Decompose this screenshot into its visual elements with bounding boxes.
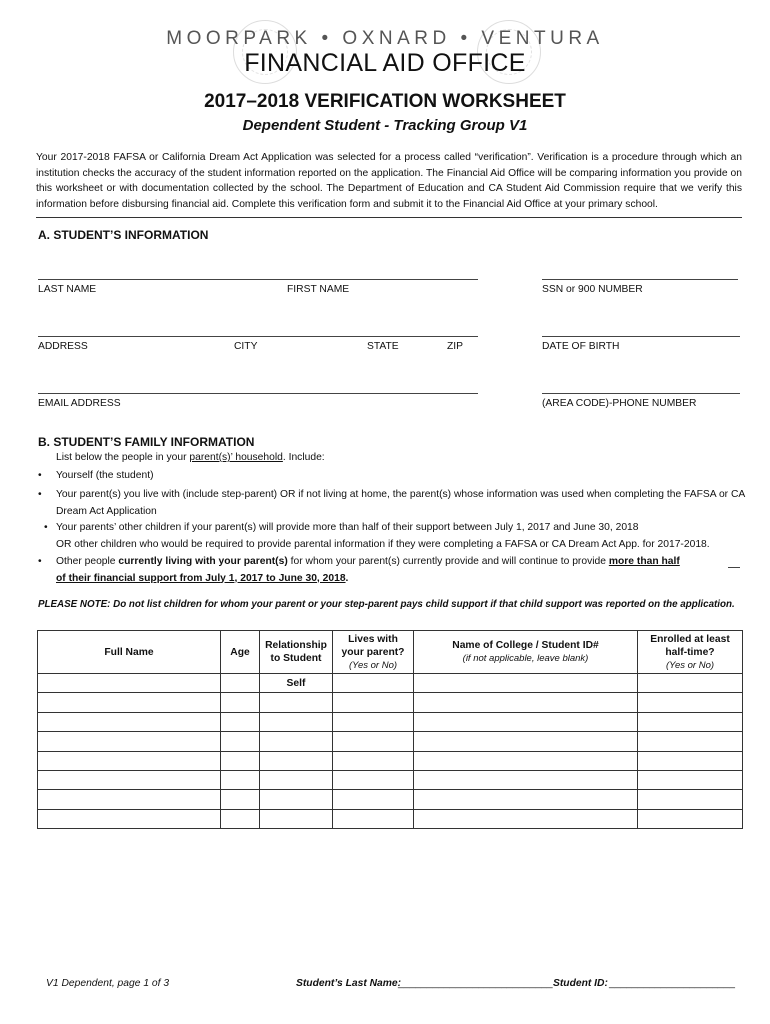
table-cell[interactable]	[638, 809, 743, 828]
table-row	[38, 790, 743, 809]
table-cell[interactable]	[333, 693, 414, 712]
email-label: EMAIL ADDRESS	[38, 398, 121, 409]
table-row	[38, 693, 743, 712]
bullet-other-people: Other people currently living with your parent(s) for whom your parent(s) currently provide and will continue to provide more than half of their financial support from July 1, 2017 to June 30, 2018.	[56, 556, 680, 584]
footer-id-field[interactable]: ______________________	[609, 978, 735, 989]
table-cell[interactable]	[260, 770, 333, 789]
table-cell[interactable]	[414, 809, 638, 828]
dob-input-line[interactable]	[542, 336, 740, 337]
table-cell[interactable]	[414, 751, 638, 770]
section-b-heading: B. STUDENT’S FAMILY INFORMATION	[38, 435, 255, 449]
table-cell[interactable]	[38, 674, 221, 693]
table-cell[interactable]	[38, 732, 221, 751]
table-cell[interactable]	[38, 790, 221, 809]
table-cell[interactable]	[414, 674, 638, 693]
table-cell[interactable]	[638, 751, 743, 770]
page-subtitle: Dependent Student - Tracking Group V1	[242, 117, 528, 134]
name-input-line[interactable]	[38, 279, 478, 280]
dob-label: DATE OF BIRTH	[542, 341, 620, 352]
last-name-label: LAST NAME	[38, 284, 97, 295]
table-cell[interactable]	[260, 712, 333, 731]
table-cell[interactable]	[260, 790, 333, 809]
table-cell[interactable]	[38, 693, 221, 712]
table-cell[interactable]	[333, 790, 414, 809]
phone-label: (AREA CODE)-PHONE NUMBER	[542, 398, 697, 409]
first-name-label: FIRST NAME	[287, 284, 350, 295]
table-cell[interactable]	[38, 712, 221, 731]
bullet-yourself: Yourself (the student)	[56, 470, 154, 481]
col-relationship: Relationship to Student	[260, 631, 333, 674]
org-office-name: FINANCIAL AID OFFICE	[244, 49, 526, 77]
table-cell[interactable]	[414, 732, 638, 751]
table-row	[38, 809, 743, 828]
table-cell[interactable]	[38, 770, 221, 789]
table-cell[interactable]	[38, 751, 221, 770]
table-cell[interactable]	[260, 732, 333, 751]
table-cell[interactable]	[333, 770, 414, 789]
state-label: STATE	[367, 341, 399, 352]
table-cell[interactable]	[638, 712, 743, 731]
table-header-row	[38, 631, 743, 674]
bullet-icon: •	[38, 556, 42, 567]
col-full-name: Full Name	[38, 631, 221, 674]
table-cell[interactable]	[260, 809, 333, 828]
table-cell[interactable]	[221, 693, 260, 712]
col-enrolled: Enrolled at least half-time? (Yes or No)	[638, 631, 743, 674]
footer-last-name-field[interactable]: ___________________________	[398, 978, 553, 989]
table-cell[interactable]	[260, 693, 333, 712]
section-a-heading: A. STUDENT’S INFORMATION	[38, 228, 209, 242]
divider	[36, 217, 742, 218]
page-title: 2017–2018 VERIFICATION WORKSHEET	[204, 91, 566, 112]
table-cell[interactable]	[221, 674, 260, 693]
col-college: Name of College / Student ID# (if not applicable, leave blank)	[414, 631, 638, 674]
intro-paragraph: Your 2017-2018 FAFSA or California Dream Act Application was selected for a process called “verification”. Verification is a procedure through which an institution checks the accuracy of the student information reported on the application. The Financial Aid Office will be comparing information you provide on this worksheet or with documentation collected by the school. The Department of Education and CA Student Aid Commission require that we verify this information before disbursing financial aid. Complete this verification form and submit it to the Financial Aid Office at your primary school.	[36, 152, 742, 210]
table-cell[interactable]	[333, 732, 414, 751]
footer-last-name-label: Student’s Last Name:	[296, 978, 402, 989]
table-cell[interactable]	[414, 693, 638, 712]
bullet-icon: •	[44, 522, 48, 533]
ssn-label: SSN or 900 NUMBER	[542, 284, 643, 295]
footer-page-number: V1 Dependent, page 1 of 3	[46, 978, 170, 989]
table-cell[interactable]	[333, 751, 414, 770]
table-cell[interactable]	[414, 712, 638, 731]
org-campuses: MOORPARK • OXNARD • VENTURA	[166, 28, 604, 49]
table-row	[38, 674, 743, 693]
table-cell[interactable]	[38, 809, 221, 828]
bullet-icon: •	[38, 470, 42, 481]
bullet-icon: •	[38, 489, 42, 500]
table-cell[interactable]	[221, 732, 260, 751]
table-row	[38, 712, 743, 731]
phone-input-line[interactable]	[542, 393, 740, 394]
table-row	[38, 751, 743, 770]
please-note: PLEASE NOTE: Do not list children for whom your parent or your step-parent pays child support if that child support was reported on the application.	[38, 599, 735, 610]
table-cell[interactable]	[638, 674, 743, 693]
table-cell[interactable]	[638, 770, 743, 789]
table-cell[interactable]	[414, 770, 638, 789]
table-cell[interactable]	[221, 790, 260, 809]
self-cell: Self	[260, 674, 333, 693]
zip-label: ZIP	[447, 341, 464, 352]
table-cell[interactable]	[221, 751, 260, 770]
table-cell[interactable]	[414, 790, 638, 809]
city-label: CITY	[234, 341, 258, 352]
table-cell[interactable]	[638, 732, 743, 751]
table-cell[interactable]	[638, 693, 743, 712]
bullet-parents: Your parent(s) you live with (include step-parent) OR if not living at home, the parent(s) whose information was used when completing the FAFSA or CA Dream Act Application	[56, 489, 746, 517]
table-cell[interactable]	[333, 712, 414, 731]
table-cell[interactable]	[221, 770, 260, 789]
address-label: ADDRESS	[38, 341, 88, 352]
family-table	[37, 630, 743, 829]
address-input-line[interactable]	[38, 336, 478, 337]
bullet-siblings: Your parents’ other children if your parent(s) will provide more than half of their support between July 1, 2017 and June 30, 2018 OR other children who would be required to provide parental information if they were completing a FAFSA or CA Dream Act App. for 2017-2018.	[56, 522, 710, 550]
table-cell[interactable]	[221, 809, 260, 828]
table-cell[interactable]	[333, 674, 414, 693]
col-age: Age	[221, 631, 260, 674]
table-cell[interactable]	[333, 809, 414, 828]
table-cell[interactable]	[638, 790, 743, 809]
table-row	[38, 732, 743, 751]
email-input-line[interactable]	[38, 393, 478, 394]
ssn-input-line[interactable]	[542, 279, 738, 280]
table-cell[interactable]	[260, 751, 333, 770]
family-list-intro: List below the people in your parent(s)’ household. Include:	[56, 452, 325, 463]
continuation-mark	[728, 567, 740, 568]
table-row	[38, 770, 743, 789]
table-cell[interactable]	[221, 712, 260, 731]
col-lives-with-parent: Lives with your parent? (Yes or No)	[333, 631, 414, 674]
footer-id-label: Student ID:	[553, 978, 608, 989]
